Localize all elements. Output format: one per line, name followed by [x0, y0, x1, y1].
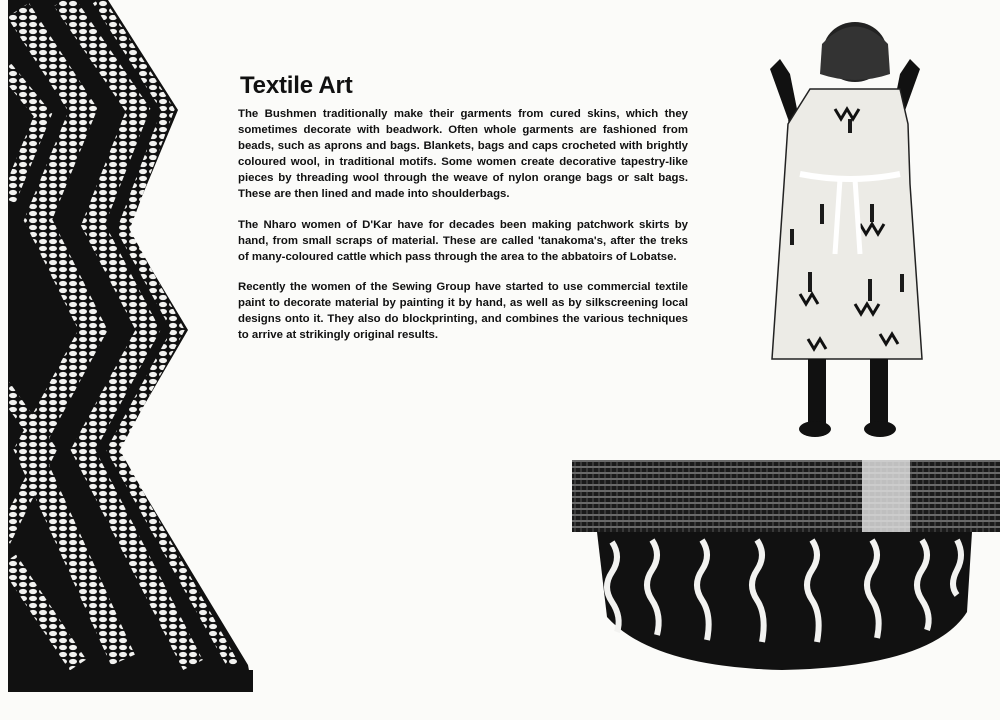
article-title: Textile Art: [240, 72, 353, 99]
article-paragraph-2: The Nharo women of D'Kar have for decades been making patchwork skirts by hand, from small scraps of material. These are called 'tanakoma's, after the treks of many-coloured cattle which pass through the area to the abbatoirs of Lobatse.: [238, 218, 688, 263]
article-paragraph-1: The Bushmen traditionally make their garments from cured skins, which they sometimes decorate with beadwork. Often whole garments are fashioned from beads, such as aprons and bags. Blankets, bags and caps crocheted with brightly coloured wool, in traditional motifs. Some women create decorative tapestry-like pieces by threading wool through the weave of nylon orange bags or salt bags. These are then lined and made into shoulderbags.: [238, 108, 688, 201]
article: [238, 72, 688, 357]
article-paragraph-3: Recently the women of the Sewing Group have started to use commercial textile paint to decorate material by painting it by hand, as well as by silkscreening local designs onto it. They also do blockprinting, and combines the various techniques to arrive at strikingly original results.: [238, 280, 688, 342]
woman-dress-image: [760, 14, 930, 444]
woven-bag-image: [572, 452, 1000, 677]
beadwork-apron-image: [8, 0, 258, 695]
